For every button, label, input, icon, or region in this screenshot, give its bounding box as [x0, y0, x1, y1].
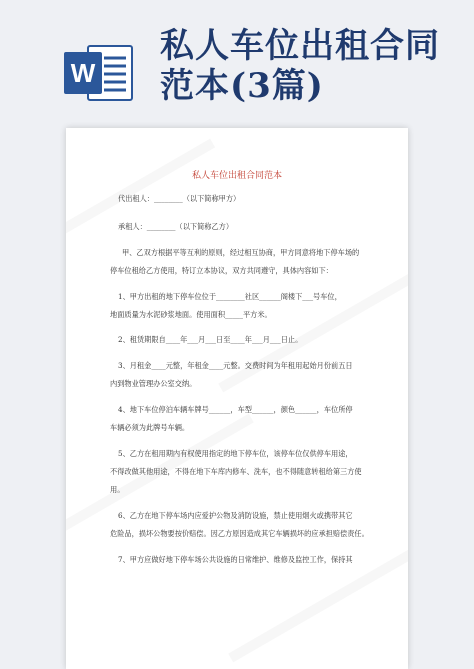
doc-line-intro-2: 停车位租给乙方使用，特订立本协议，双方共同遵守，具体内容如下： [110, 266, 333, 275]
doc-line-clause5-c: 用。 [110, 485, 125, 494]
doc-line-clause6-b: 危险品，损坏公物要按价赔偿。因乙方原因造成其它车辆损坏的应承担赔偿责任。 [110, 529, 369, 538]
doc-line-lessee: 承租人：________（以下简称乙方） [118, 222, 234, 231]
doc-line-clause7-a: 7、甲方应做好地下停车场公共设施的日常维护、维修及监控工作，保持其 [118, 555, 353, 564]
doc-line-clause1-b: 地面质量为水泥砂浆地面。使用面积_____平方米。 [110, 310, 272, 319]
word-document-icon [64, 40, 134, 104]
doc-line-clause2: 2、租赁期限自____年___月___日至____年___月___日止。 [118, 335, 303, 344]
watermark-pattern [66, 128, 408, 669]
doc-line-lessor: 代出租人：________（以下简称甲方） [118, 194, 241, 203]
doc-line-clause4-a: 4、地下车位停泊车辆车牌号______，车型______，颜色______，车位所停 [118, 405, 353, 414]
header-banner [0, 0, 474, 120]
document-page [66, 128, 408, 669]
doc-line-clause1-a: 1、甲方出租的地下停车位位于________社区______阁楼下___号车位， [118, 292, 342, 301]
doc-line-clause5-a: 5、乙方在租用期内有权使用指定的地下停车位，该停车位仅供停车用途， [118, 449, 353, 458]
doc-line-clause6-a: 6、乙方在地下停车场内应爱护公物及消防设施，禁止使用烟火或携带其它 [118, 511, 353, 520]
title-line-2: 范本(3篇) [160, 66, 324, 106]
page-title [160, 26, 460, 106]
document-title: 私人车位出租合同范本 [191, 171, 282, 181]
title-line-1: 私人车位出租合同 [160, 26, 440, 66]
doc-line-clause5-b: 不得改做其他用途，不得在地下车库内修车、洗车，也不得随意转租给第三方使 [110, 467, 362, 476]
doc-line-clause3-b: 内到物业管理办公室交纳。 [110, 379, 197, 388]
doc-line-clause3-a: 3、月租金____元整，年租金____元整。交费时间为年租用起始月份前五日 [118, 361, 353, 370]
doc-line-clause4-b: 车辆必须为此牌号车辆。 [110, 423, 190, 432]
doc-line-intro-1: 甲、乙双方根据平等互利的原则，经过相互协商，甲方同意将地下停车场的 [122, 248, 360, 257]
word-icon-letter: W [70, 58, 96, 88]
